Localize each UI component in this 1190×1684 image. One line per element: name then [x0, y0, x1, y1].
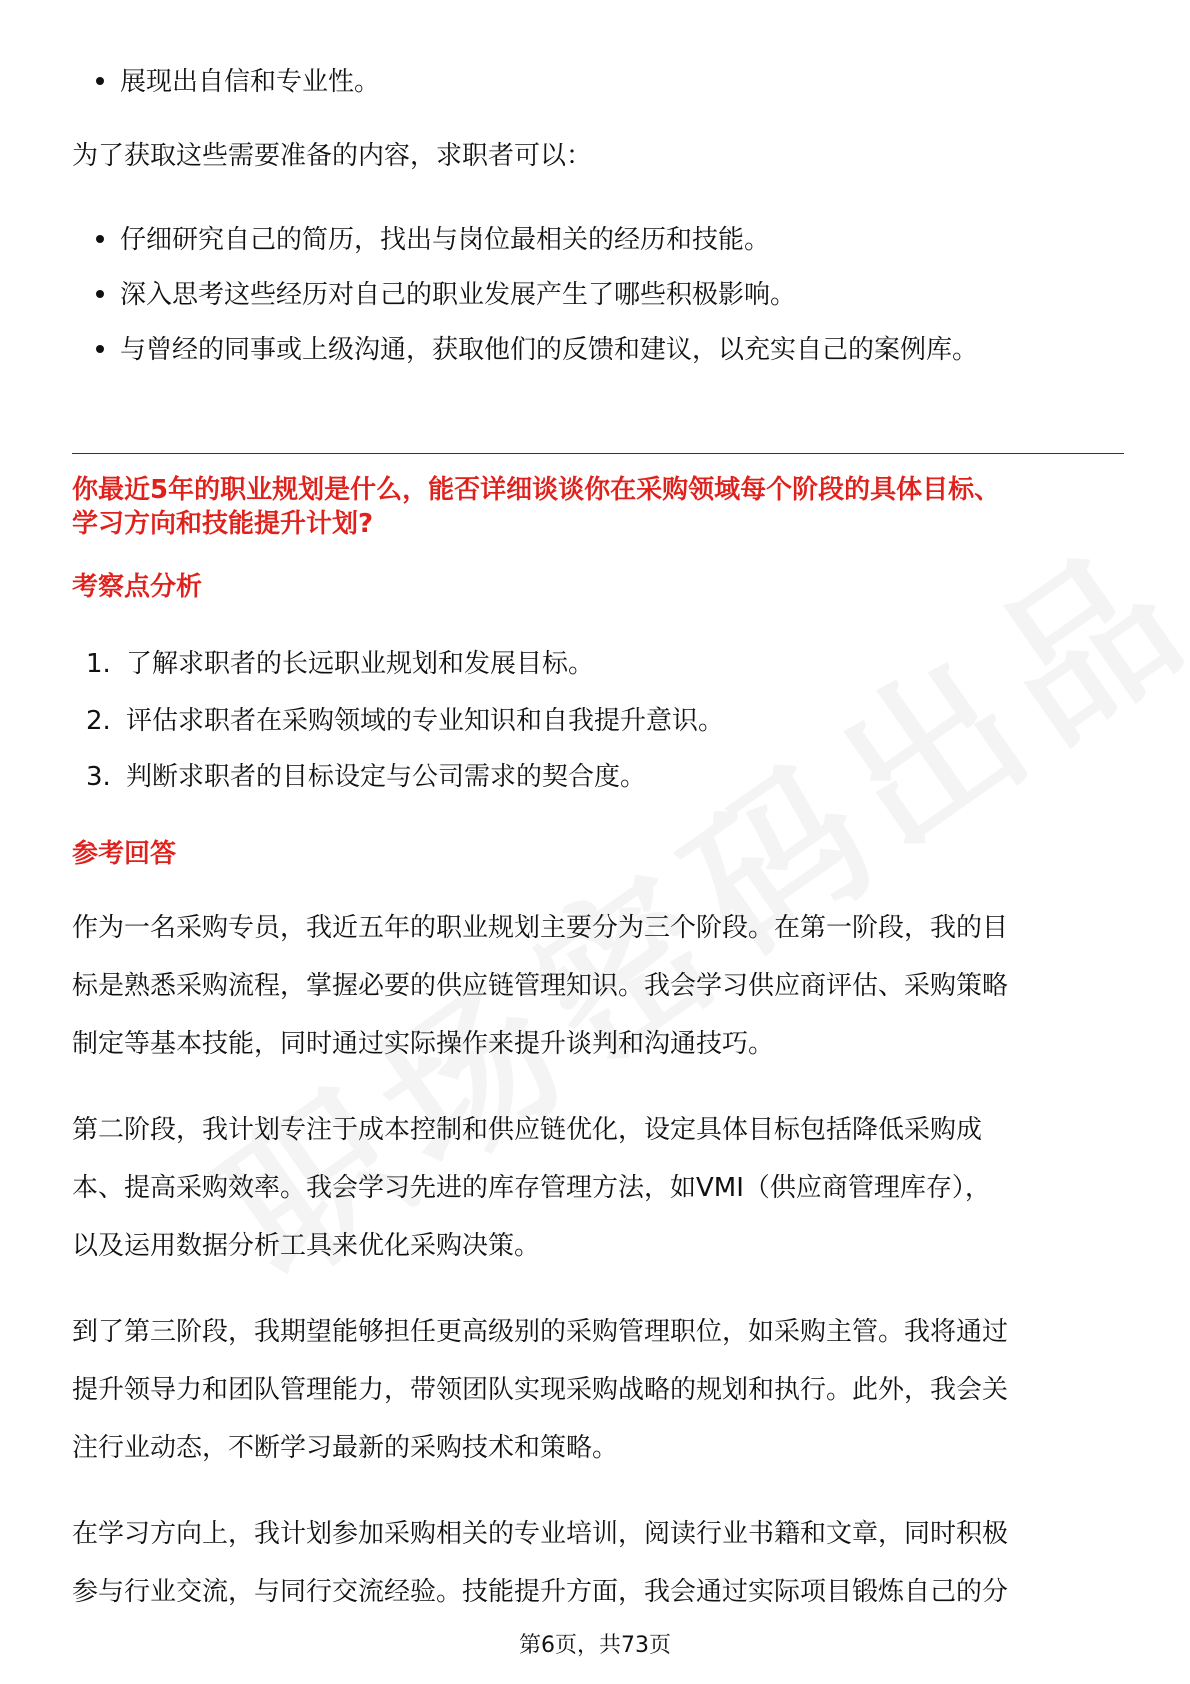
- answer-heading: 参考回答: [72, 839, 177, 869]
- answer-paragraph: 到了第三阶段，我期望能够担任更高级别的采购管理职位，如采购主管。我将通过 提升领导力和团队管理能力，带领团队实现采购战略的规划和执行。此外，我会关 注行业动态，不断学习最新的采购技术和策略。: [72, 1317, 1009, 1463]
- question-title: 你最近5年的职业规划是什么，能否详细谈谈你在采购领域每个阶段的具体目标、 学习方向和技能提升计划?: [72, 475, 1001, 539]
- bullet-icon: [96, 77, 104, 85]
- prep-intro: 为了获取这些需要准备的内容，求职者可以：: [72, 141, 593, 171]
- list-item: 深入思考这些经历对自己的职业发展产生了哪些积极影响。: [96, 275, 796, 315]
- answer-paragraph: 在学习方向上，我计划参加采购相关的专业培训，阅读行业书籍和文章，同时积极 参与行业交流，与同行交流经验。技能提升方面，我会通过实际项目锻炼自己的分: [72, 1519, 1009, 1607]
- list-item: 与曾经的同事或上级沟通，获取他们的反馈和建议，以充实自己的案例库。: [96, 330, 978, 370]
- answer-paragraph: 第二阶段，我计划专注于成本控制和供应链优化，设定具体目标包括降低采购成 本、提高采购效率。我会学习先进的库存管理方法，如VMI（供应商管理库存）， 以及运用数据分析工具来优化采购决策。: [72, 1115, 991, 1261]
- list-item: 3. 判断求职者的目标设定与公司需求的契合度。: [86, 762, 647, 792]
- list-item: 1. 了解求职者的长远职业规划和发展目标。: [86, 649, 595, 679]
- answer-paragraph: 作为一名采购专员，我近五年的职业规划主要分为三个阶段。在第一阶段，我的目 标是熟悉采购流程，掌握必要的供应链管理知识。我会学习供应商评估、采购策略 制定等基本技能，同时通过实际操作来提升谈判和沟通技巧。: [72, 913, 1009, 1059]
- list-item: 展现出自信和专业性。: [96, 62, 380, 102]
- page-number: 第6页，共73页: [519, 1633, 671, 1658]
- bullet-icon: [96, 235, 104, 243]
- section-divider: [72, 453, 1124, 454]
- list-item: 2. 评估求职者在采购领域的专业知识和自我提升意识。: [86, 706, 725, 736]
- bullet-icon: [96, 290, 104, 298]
- list-item: 仔细研究自己的简历，找出与岗位最相关的经历和技能。: [96, 220, 770, 260]
- bullet-icon: [96, 345, 104, 353]
- analysis-heading: 考察点分析: [72, 572, 203, 602]
